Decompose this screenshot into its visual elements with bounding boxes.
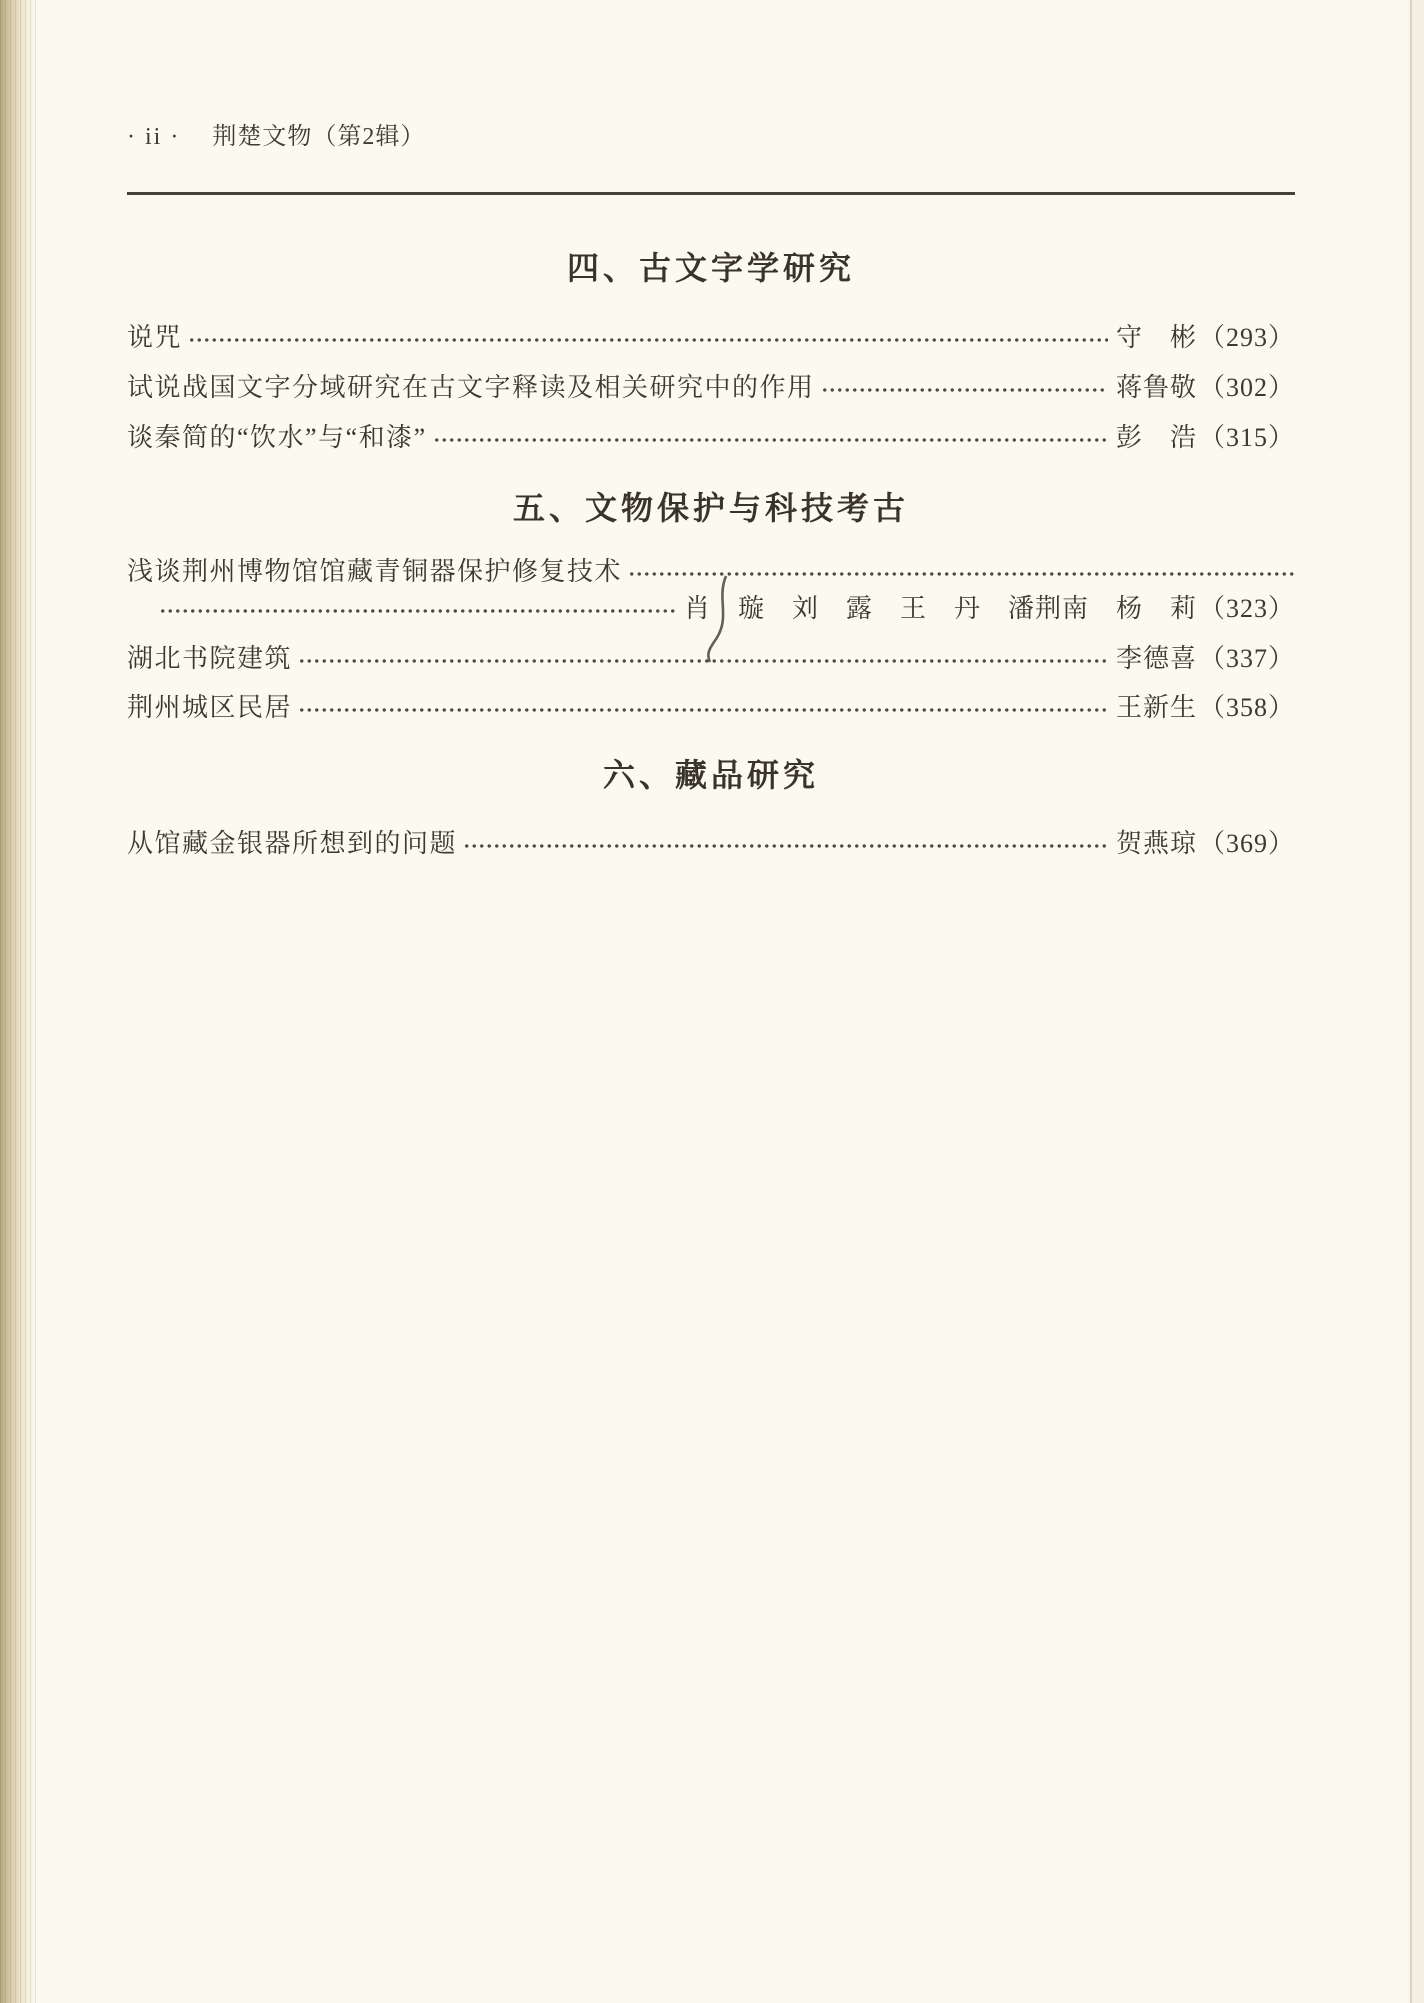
entry-title: 荆州城区民居 [127, 693, 293, 722]
dot-leader [628, 571, 1295, 577]
toc-entry [127, 320, 1295, 356]
entry-page: （302） [1198, 373, 1295, 402]
toc-entry [127, 690, 1295, 726]
dot-leader [433, 437, 1108, 443]
entry-author: 彭 浩 [1115, 423, 1197, 452]
entry-page: （337） [1198, 644, 1295, 673]
section-heading-6: 六、藏品研究 [602, 757, 819, 793]
toc-entry [127, 641, 1295, 677]
book-title: 荆楚文物（第2辑） [212, 124, 426, 150]
dot-leader [821, 387, 1108, 393]
entry-page: （358） [1198, 693, 1295, 722]
toc-entry-author-line [127, 591, 1295, 627]
entry-page: （293） [1198, 323, 1295, 352]
dot-leader [159, 608, 676, 614]
page-edge-line [1410, 0, 1412, 2003]
entry-author: 肖 璇 刘 露 王 丹 潘荆南 杨 莉 [683, 594, 1197, 623]
entry-title: 试说战国文字分域研究在古文字释读及相关研究中的作用 [127, 373, 815, 402]
toc-entry-title-line [127, 554, 1295, 590]
entry-title: 从馆藏金银器所想到的问题 [127, 829, 458, 858]
entry-page: （369） [1198, 829, 1295, 858]
entry-title: 湖北书院建筑 [127, 644, 293, 673]
entry-author: 李德喜 [1115, 644, 1197, 673]
entry-title: 浅谈荆州博物馆馆藏青铜器保护修复技术 [127, 557, 623, 586]
section-heading-4: 四、古文字学研究 [566, 250, 855, 286]
toc-entry [127, 370, 1295, 406]
toc-entry [127, 826, 1295, 862]
dot-leader [188, 337, 1108, 343]
section-heading-5: 五、文物保护与科技考古 [512, 490, 909, 526]
page-content [127, 0, 1295, 2003]
dot-leader [298, 658, 1108, 664]
entry-author: 王新生 [1115, 693, 1197, 722]
running-header [127, 116, 1295, 151]
dot-leader [298, 707, 1108, 713]
entry-title: 谈秦简的“饮水”与“和漆” [127, 423, 427, 452]
page-right-edge [1406, 0, 1424, 2003]
book-left-edge [0, 0, 36, 2003]
entry-title: 说咒 [127, 323, 183, 352]
entry-page: （315） [1198, 423, 1295, 452]
entry-author: 蒋鲁敬 [1115, 373, 1197, 402]
entry-author: 贺燕琼 [1115, 829, 1197, 858]
header-rule [127, 192, 1295, 195]
folio-number: · ii · [127, 124, 181, 150]
entry-author: 守 彬 [1115, 323, 1197, 352]
dot-leader [463, 843, 1108, 849]
toc-entry [127, 420, 1295, 456]
entry-page: （323） [1198, 594, 1295, 623]
